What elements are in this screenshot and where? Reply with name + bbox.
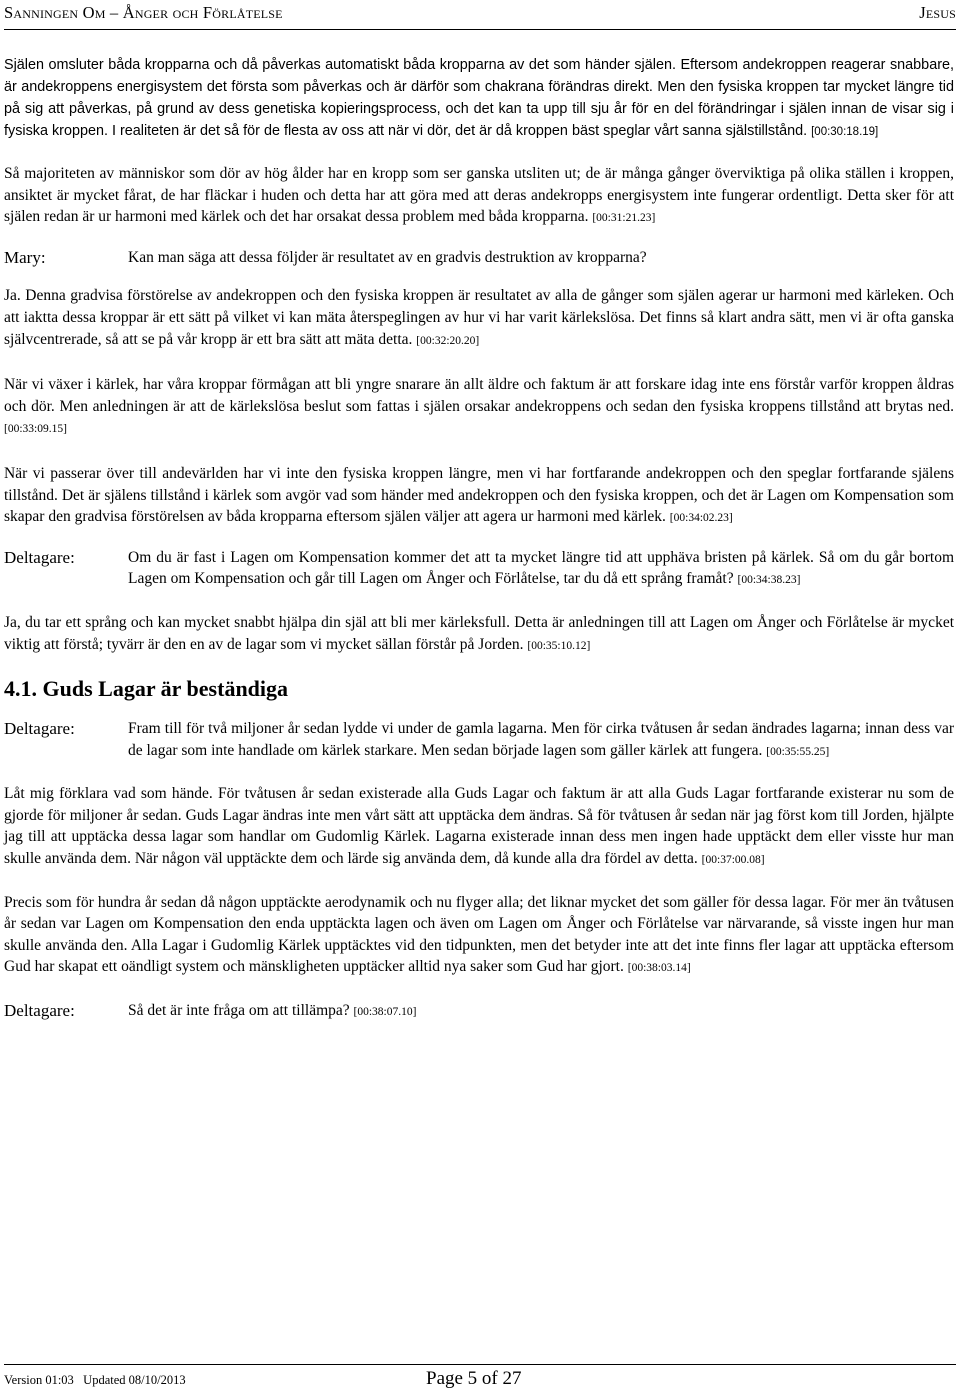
- question-text: [128, 718, 954, 763]
- question-block: [4, 718, 954, 763]
- timestamp: [00:34:38.23]: [737, 574, 801, 587]
- page-number: Page 5 of 27: [426, 1368, 522, 1389]
- question-text: [128, 1000, 954, 1024]
- page-footer: [4, 1364, 956, 1388]
- question-block: [4, 247, 954, 269]
- timestamp: [00:35:10.12]: [527, 639, 591, 652]
- document-author: Jesus: [919, 3, 956, 22]
- timestamp: [00:34:02.23]: [669, 512, 733, 525]
- timestamp: [00:33:09.15]: [4, 423, 67, 436]
- paragraph: [4, 285, 954, 352]
- timestamp: [00:38:03.14]: [627, 962, 691, 975]
- page-header: [4, 4, 956, 30]
- speaker-label: Deltagare:: [4, 547, 75, 567]
- paragraph-text: När vi växer i kärlek, har våra kroppar förmågan att bli yngre snarare än allt äldre och faktum är att forskare idag inte ens förstår varför kroppen åldras och dör. Men anledningen är att de kärlekslösa beslut som fattas i själen orsakar andekroppens och sedan den fysiska kroppens tillstånd att brytas ned.: [4, 376, 954, 415]
- paragraph: [4, 783, 954, 871]
- paragraph-text: Ja, du tar ett språng och kan mycket snabbt hjälpa din själ att bli mer kärleksfull. Detta är anledningen till att Lagen om Ånger och Förlåtelse är mycket viktig att förstå; tyvärr är den en av de lagar som vi mycket sällan förstår på Jorden.: [4, 613, 954, 653]
- paragraph: [4, 374, 954, 441]
- timestamp: [00:37:00.08]: [701, 854, 765, 867]
- version-info: Version 01:03 Updated 08/10/2013: [4, 1373, 186, 1387]
- speaker-label: Mary:: [4, 247, 46, 267]
- paragraph: [4, 163, 954, 230]
- paragraph: [4, 54, 954, 143]
- paragraph-text: Precis som för hundra år sedan då någon upptäckte aerodynamik och nu flyger alla; det liknar mycket det som gäller för dessa lagar. För mer än tvåtusen år sedan var Lagen om Kompensation den enda upptäckta lagen och även om Lagen om Ånger och Förlåtelse var närvarande, så visste ingen hur man skulle använda den. Alla Lagar i Gudomlig Kärlek upptäcktes vid den tidpunkten, men det betyder inte att det inte finns fler lagar att upptäcka eftersom Gud har skapat ett oändligt system och mänskligheten upptäcker alltid nya saker som Gud har gjort.: [4, 893, 954, 976]
- section-heading: 4.1. Guds Lagar är beständiga: [4, 676, 289, 702]
- document-title: Sanningen Om – Ånger och Förlåtelse: [4, 3, 283, 22]
- question-body: Så det är inte fråga om att tillämpa?: [128, 1002, 350, 1020]
- paragraph-text: Själen omsluter båda kropparna och då påverkas automatiskt båda kropparna av det som händer själen. Eftersom andekroppen reagerar snabbare, är andekroppens energisystem det första som påverkas och är därför som chakrana förändras direkt. Men den fysiska kroppen tar mycket längre tid på sig att påverkas, på grund av dess genetiska kopieringsprocess, och det kan ta upp till sju år för en del förändringar i själen innan de visar sig i fysiska kroppen. I realiteten är det så för de flesta av oss att när vi dör, det är då kroppen bäst speglar vårt sanna själstillstånd.: [4, 57, 954, 139]
- question-text: [128, 247, 954, 269]
- question-body: Kan man säga att dessa följder är resultatet av en gradvis destruktion av kropparna?: [128, 248, 647, 266]
- timestamp: [00:35:55.25]: [766, 745, 830, 758]
- timestamp: [00:38:07.10]: [353, 1006, 417, 1019]
- paragraph: [4, 892, 954, 980]
- paragraph-text: Ja. Denna gradvisa förstörelse av andekroppen och den fysiska kroppen är resultatet av alla de gånger som själen agerar ur harmoni med kärleken. Och att iaktta dessa kroppar är ett sätt på vilket vi kan mäta återspeglingen av hur vi har varit kärlekslösa. Det finns så klart andra sätt, men vi är ofta ganska självcentrerade, så att se på vår kropp är ett bra sätt att mäta detta.: [4, 287, 954, 348]
- paragraph-text: När vi passerar över till andevärlden har vi inte den fysiska kroppen längre, men vi har fortfarande andekroppen och den speglar fortfarande själens tillstånd. Det är själens tillstånd i kärlek som avgör vad som händer med andekroppen och den fysiska kroppen, och det är Lagen om Kompensation som skapar den gradvisa förstörelsen av båda kropparna eftersom själen väljer att agera ur harmoni med kärlek.: [4, 464, 954, 526]
- speaker-label: Deltagare:: [4, 719, 75, 739]
- timestamp: [00:30:18.19]: [811, 126, 879, 138]
- paragraph-text: Så majoriteten av människor som dör av hög ålder har en kropp som ser ganska utsliten ut; de är många gånger överviktiga på olika ställen i kroppen, ansiktet är mycket fårat, de har fläckar i huden och detta har att göra med att deras andekropps energisystem inte fungerar ordentligt. Detta sker för att själen redan är ur harmoni med kärlek och det har orsakat dessa problem med båda kropparna.: [4, 165, 954, 226]
- question-body: Om du är fast i Lagen om Kompensation kommer det att ta mycket längre tid att upphäva bristen på kärlek. Så om du går bortom Lagen om Kompensation och går till Lagen om Ånger och Förlåtelse, tar du då ett språng framåt?: [128, 548, 954, 588]
- paragraph: [4, 463, 954, 530]
- question-body: Fram till för två miljoner år sedan lydde vi under de gamla lagarna. Men för cirka tvåtusen år sedan ändrades lagarna; innan dess var de lagar som inte handlade om kärlek starkare. Men sedan började lagen som gäller kärlek att fungera.: [128, 720, 954, 759]
- paragraph-text: Låt mig förklara vad som hände. För tvåtusen år sedan existerade alla Guds Lagar och faktum är att alla Guds Lagar fortfarande existerar nu som de gjorde för miljoner år sedan. Guds Lagar ändras inte men vårt sätt att upptäcka dem ändras. Så för tvåtusen år sedan när jag först kom till Jorden, hjälpte jag till att upptäcka dessa lagar som handlar om Gudomlig Kärlek. Lagarna existerade innan dess men ingen hade upptäckt dem eller visste hur man skulle använda dem. När någon väl upptäckte dem och lärde sig använda dem, då kunde alla dra fördel av detta.: [4, 785, 954, 868]
- question-block: [4, 1000, 954, 1024]
- timestamp: [00:31:21.23]: [592, 212, 656, 225]
- question-text: [128, 547, 954, 592]
- page-body: [4, 36, 954, 1024]
- question-block: [4, 547, 954, 592]
- timestamp: [00:32:20.20]: [416, 334, 480, 347]
- speaker-label: Deltagare:: [4, 1001, 75, 1021]
- paragraph: [4, 612, 954, 657]
